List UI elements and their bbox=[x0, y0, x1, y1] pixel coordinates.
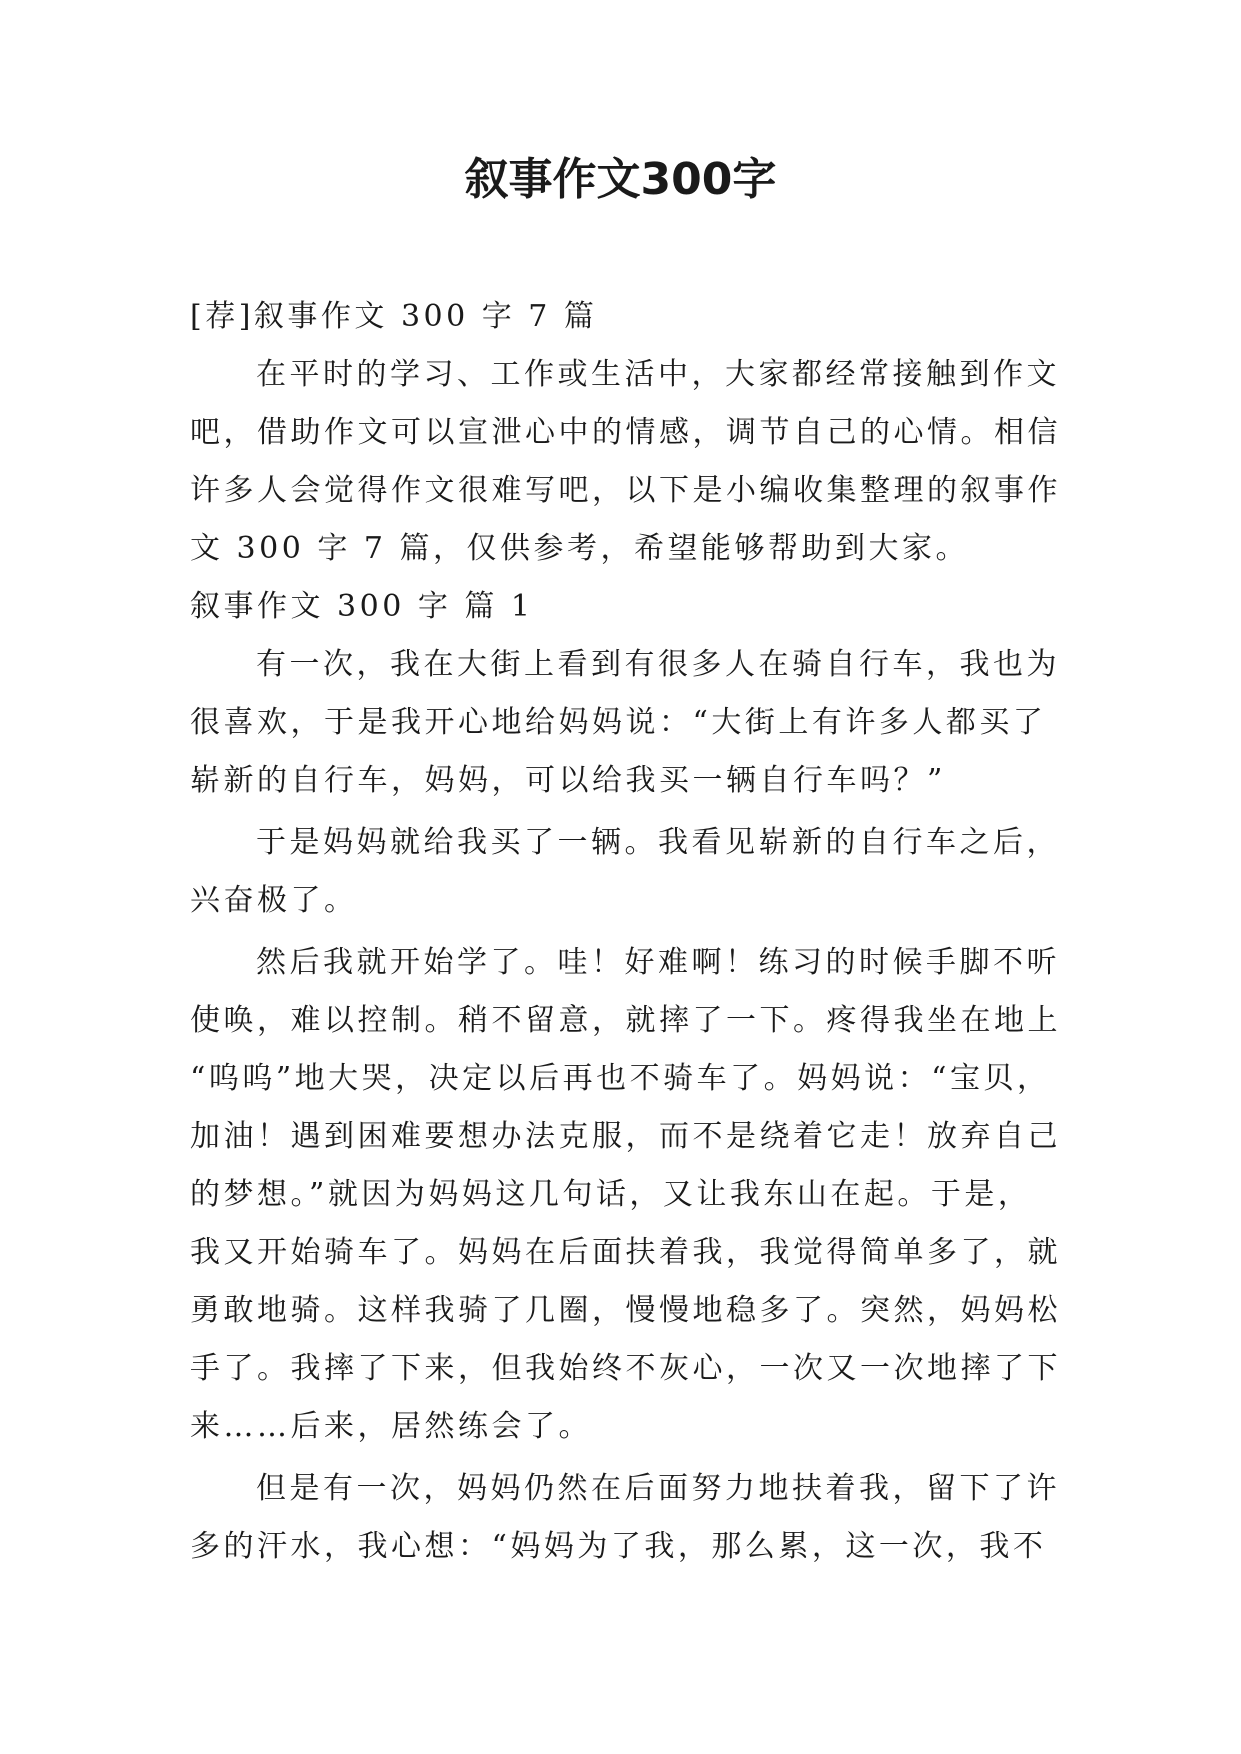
section-heading: 叙事作文 300 字 篇 1 bbox=[190, 589, 534, 624]
document-body bbox=[190, 288, 1070, 1576]
subtitle-line: [荐]叙事作文 300 字 7 篇 bbox=[190, 299, 598, 334]
paragraph-line: 的梦想。”就因为妈妈这几句话，又让我东山在起。于是， bbox=[190, 1177, 1032, 1212]
paragraph-line: 崭新的自行车，妈妈，可以给我买一辆自行车吗？” bbox=[190, 763, 946, 798]
paragraph-line: 我又开始骑车了。妈妈在后面扶着我，我觉得简单多了，就 bbox=[190, 1235, 1061, 1270]
paragraph-line: 很喜欢，于是我开心地给妈妈说：“大街上有许多人都买了 bbox=[190, 705, 1047, 740]
intro-line: 在平时的学习、工作或生活中，大家都经常接触到作文 bbox=[256, 357, 1060, 392]
paragraph-line: 于是妈妈就给我买了一辆。我看见崭新的自行车之后， bbox=[256, 825, 1060, 860]
paragraph-line: 有一次，我在大街上看到有很多人在骑自行车，我也为 bbox=[256, 647, 1060, 682]
paragraph-line: 兴奋极了。 bbox=[190, 883, 358, 918]
paragraph-line: “呜呜”地大哭，决定以后再也不骑车了。妈妈说：“宝贝， bbox=[190, 1061, 1051, 1096]
paragraph-line: 使唤，难以控制。稍不留意，就摔了一下。疼得我坐在地上 bbox=[190, 1003, 1061, 1038]
paragraph-line: 多的汗水，我心想：“妈妈为了我，那么累，这一次，我不 bbox=[190, 1529, 1047, 1564]
paragraph-line: 但是有一次，妈妈仍然在后面努力地扶着我，留下了许 bbox=[256, 1471, 1060, 1506]
paragraph-line: 手了。我摔了下来，但我始终不灰心，一次又一次地摔了下 bbox=[190, 1351, 1061, 1386]
paragraph-line: 加油！遇到困难要想办法克服，而不是绕着它走！放弃自己 bbox=[190, 1119, 1061, 1154]
intro-line: 吧，借助作文可以宣泄心中的情感，调节自己的心情。相信 bbox=[190, 415, 1061, 450]
document-title: 叙事作文300字 bbox=[464, 154, 777, 205]
paragraph-line: 来……后来，居然练会了。 bbox=[190, 1409, 592, 1444]
paragraph-line: 然后我就开始学了。哇！好难啊！练习的时候手脚不听 bbox=[256, 945, 1060, 980]
paragraph-line: 勇敢地骑。这样我骑了几圈，慢慢地稳多了。突然，妈妈松 bbox=[190, 1293, 1061, 1328]
intro-line: 文 300 字 7 篇，仅供参考，希望能够帮助到大家。 bbox=[190, 531, 969, 566]
intro-line: 许多人会觉得作文很难写吧，以下是小编收集整理的叙事作 bbox=[190, 473, 1061, 508]
